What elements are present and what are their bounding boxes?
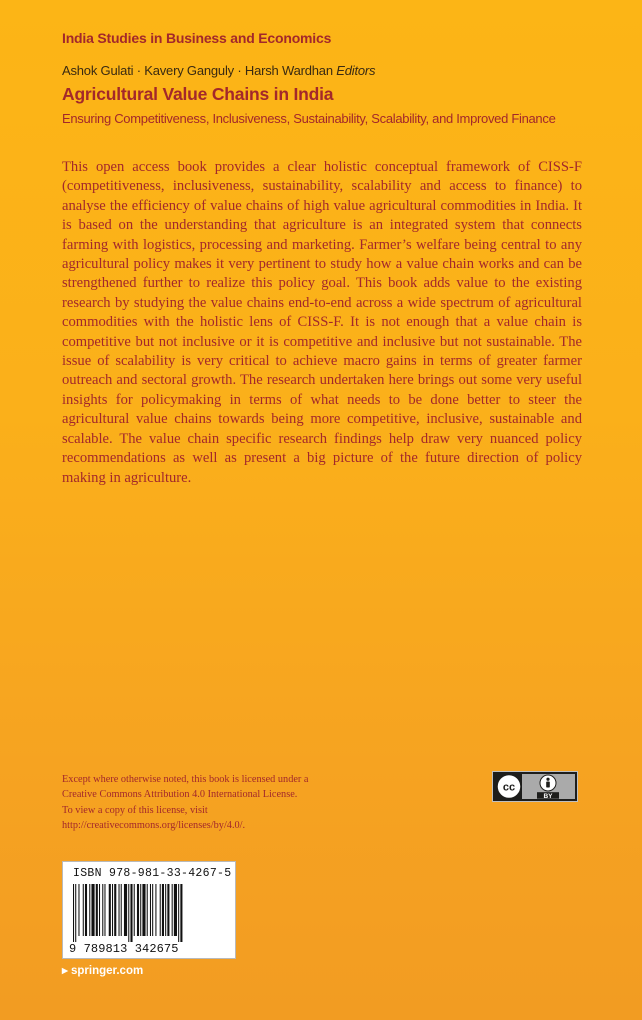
by-text: BY: [543, 792, 553, 800]
book-title: Agricultural Value Chains in India: [62, 84, 334, 104]
book-subtitle: Ensuring Competitiveness, Inclusiveness, Sustainability, Scalability, and Improved Finance: [62, 111, 556, 126]
arrow-right-icon: ▸: [62, 965, 68, 977]
springer-link[interactable]: [62, 963, 143, 977]
website-label: springer.com: [70, 965, 144, 977]
editors-role: Editors: [336, 63, 376, 78]
license-notice: [62, 772, 392, 834]
license-line: Creative Commons Attribution 4.0 International License.: [62, 789, 298, 801]
license-url: http://creativecommons.org/licenses/by/4.0/.: [62, 820, 246, 832]
barcode-bars: [71, 884, 229, 942]
isbn-barcode: [62, 861, 236, 959]
barcode-digits: 9 789813 342675: [69, 942, 179, 956]
cc-text: cc: [502, 781, 516, 794]
editors-line: [62, 63, 375, 78]
series-name: India Studies in Business and Economics: [62, 30, 332, 46]
isbn-number: ISBN 978-981-33-4267-5: [73, 867, 232, 880]
license-line: To view a copy of this license, visit: [62, 804, 208, 816]
cc-by-license-badge: [492, 771, 578, 802]
book-description: This open access book provides a clear holistic conceptual framework of CISS-F (competitiveness, inclusiveness, sustainability, scalability and access to finance) to analyse the efficiency of value chains of high value agricultural commodities in India. It is based on the understanding that agriculture is an integrated system that connects farming with logistics, processing and marketing. Farmer’s welfare being central to any agricultural policy makes it very pertinent to study how a value chain works and can be strengthened further to realize this policy goal. This book adds value to the existing research by studying the value chains end-to-end across a wide spectrum of agricultural commodities with the holistic lens of CISS-F. It is not enough that a value chain is competitive but not inclusive or it is competitive and inclusive but not sustainable. The issue of scalability is very critical to achieve macro gains in terms of greater farmer outreach and sectoral growth. The research undertaken here brings out some very useful insights for policymaking in terms of what needs to be done better to steer the agricultural value chains towards being more competitive, inclusive, sustainable and scalable. The value chain specific research findings help draw very nuanced policy recommendations as well as present a big picture of the future direction of policy making in agriculture.: [62, 159, 582, 486]
license-line: Except where otherwise noted, this book is licensed under a: [62, 774, 309, 785]
editor-names: Ashok Gulati · Kavery Ganguly · Harsh Wardhan: [62, 63, 333, 78]
cc-by-logo-icon: [493, 772, 577, 801]
